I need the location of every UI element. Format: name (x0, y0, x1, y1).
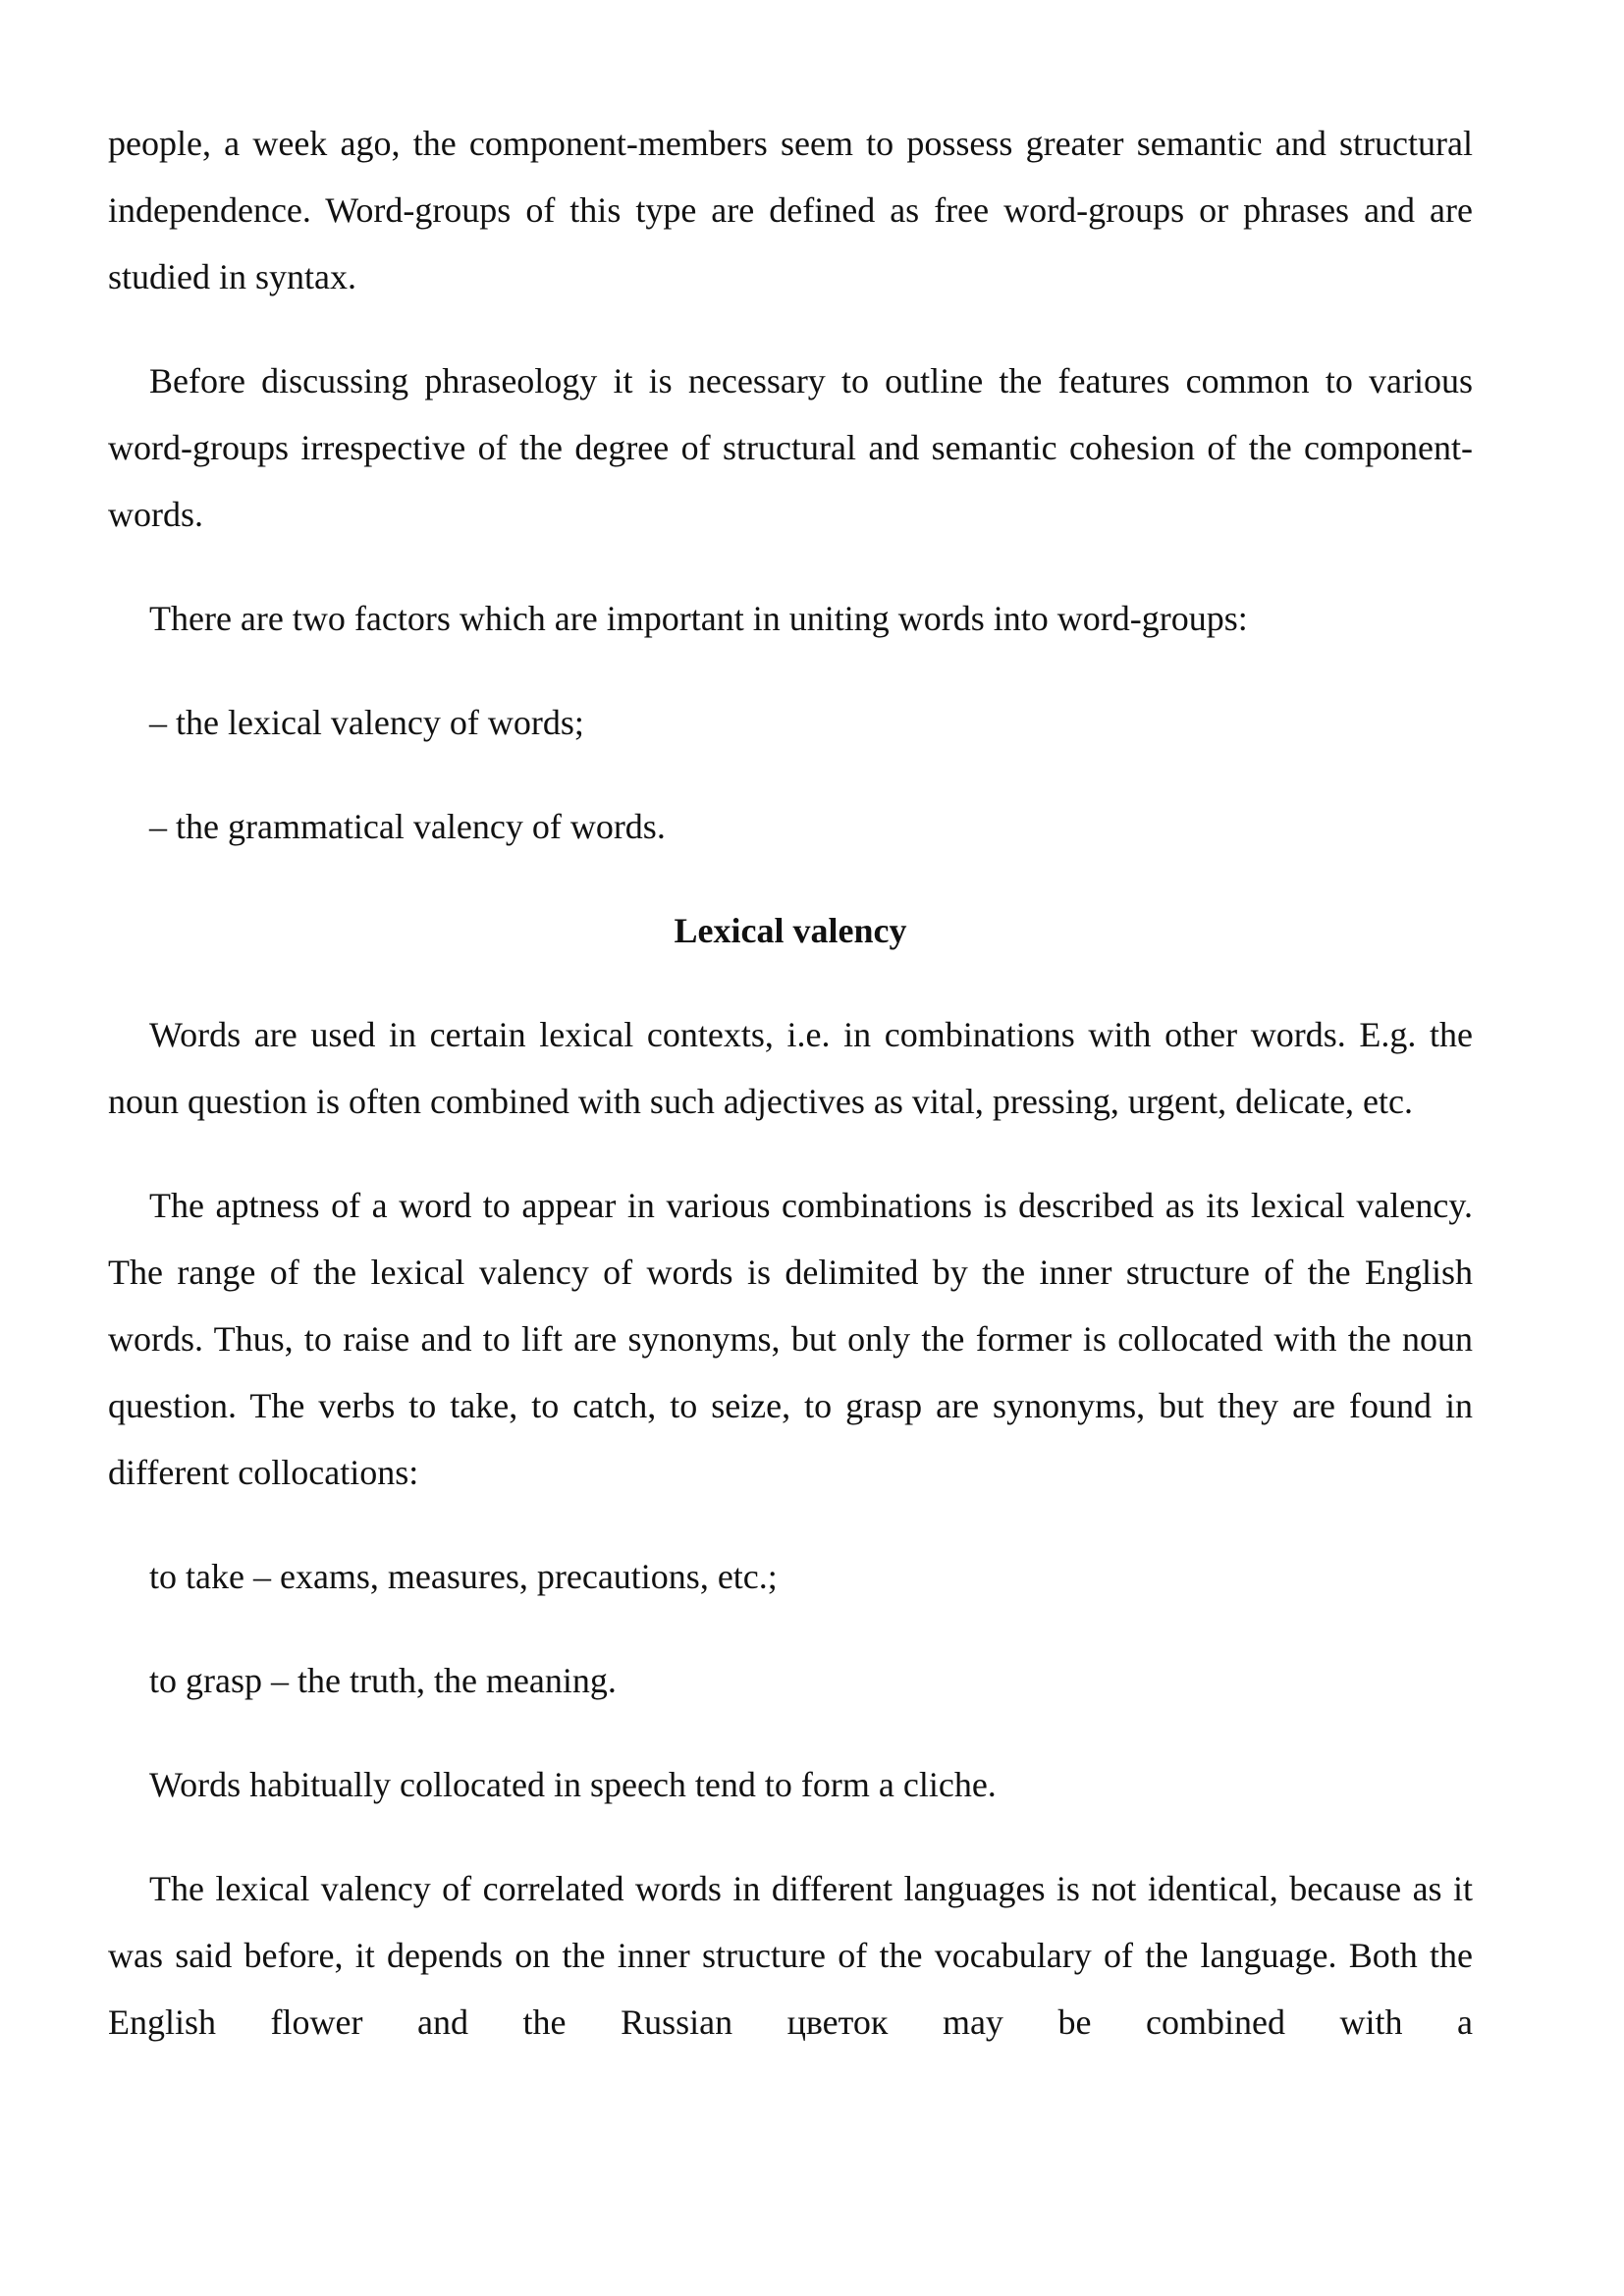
paragraph-cliche: Words habitually collocated in speech tend to form a cliche. (149, 1765, 997, 1804)
paragraph-before-phraseology: Before discussing phraseology it is necessary to outline the features common to various word-groups irrespective of the degree of structural and semantic cohesion of the component-words. (108, 361, 1473, 534)
example-to-grasp: to grasp – the truth, the meaning. (149, 1661, 617, 1700)
paragraph-free-word-groups: people, a week ago, the component-members seem to possess greater semantic and structural independence. Word-groups of this type are defined as free word-groups or phrases and are studied in syntax. (108, 124, 1473, 296)
example-to-take: to take – exams, measures, precautions, etc.; (149, 1557, 778, 1596)
paragraph-lexical-contexts: Words are used in certain lexical contexts, i.e. in combinations with other words. E.g. the noun question is often combined with such adjectives as vital, pressing, urgent, delicate, etc. (108, 1015, 1473, 1121)
list-item-grammatical-valency: – the grammatical valency of words. (149, 807, 666, 846)
document-page (108, 110, 1473, 2093)
paragraph-aptness: The aptness of a word to appear in various combinations is described as its lexical valency. The range of the lexical valency of words is delimited by the inner structure of the English words. Thus, to raise and to lift are synonyms, but only the former is collocated with the noun question. The verbs to take, to catch, to seize, to grasp are synonyms, but they are found in different collocations: (108, 1186, 1473, 1492)
paragraph-correlated-words: The lexical valency of correlated words in different languages is not identical, because as it was said before, it depends on the inner structure of the vocabulary of the language. Both the English flower and the Russian цветок may be combined with a (108, 1869, 1473, 2042)
paragraph-two-factors: There are two factors which are important in uniting words into word-groups: (149, 599, 1248, 638)
section-heading: Lexical valency (674, 911, 907, 950)
list-item-lexical-valency: – the lexical valency of words; (149, 703, 584, 742)
